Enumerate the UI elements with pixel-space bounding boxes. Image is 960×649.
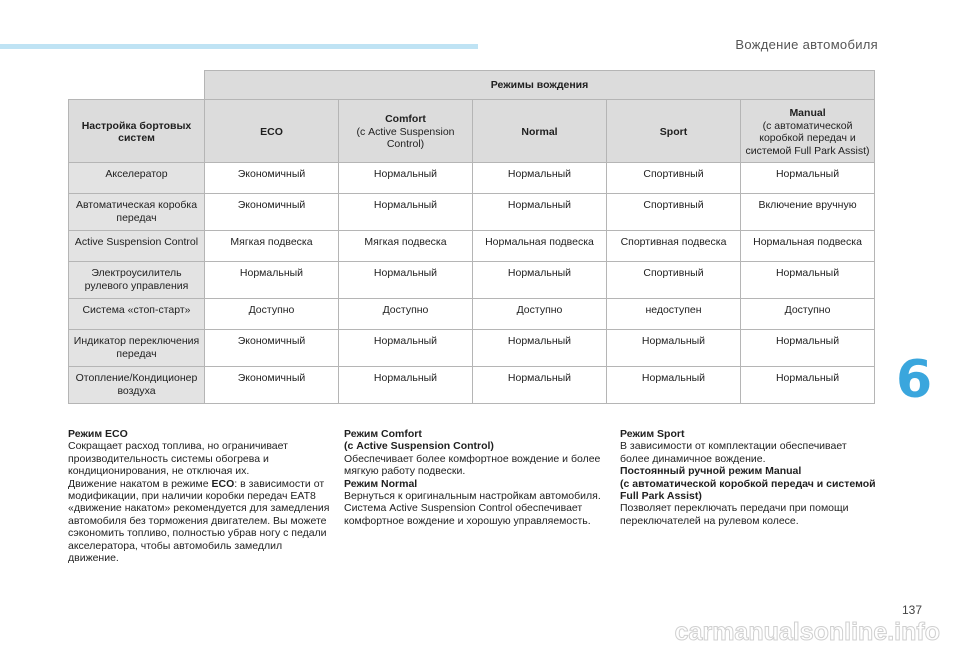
table-cell: Нормальный [339,262,473,299]
note-text: Обеспечивает более комфортное вождение и более мягкую работу подвески. [344,452,601,478]
note-heading: Режим ECO [68,428,128,440]
column-title: Comfort [385,113,426,126]
table-corner [69,71,205,100]
table-row [69,194,875,231]
column-header-eco [205,100,339,163]
table-cell: Экономичный [205,367,339,404]
table-cell: Нормальный [339,163,473,194]
row-label: Индикатор переключения передач [69,330,205,367]
note-text-end: : в зависимости от модификации, при наличии коробки передач EAT8 «движение накатом» рекомендуется для замедления автомобиля без торможения двигателем. Вы можете сэкономить топливо, полностью убрав ногу с педали акселератора, чтобы автомобиль замедлил движение. [68,477,330,565]
column-header-normal [473,100,607,163]
table-cell: недоступен [607,299,741,330]
section-title: Вождение автомобиля [735,37,878,52]
table-cell: Мягкая подвеска [339,231,473,262]
table-cell: Доступно [741,299,875,330]
column-header-sport [607,100,741,163]
table-cell: Нормальный [339,330,473,367]
table-cell: Нормальный [741,367,875,404]
note-heading: (с автоматической коробкой передач и системой Full Park Assist) [620,477,876,503]
row-label: Отопление/Кондиционер воздуха [69,367,205,404]
note-text: Позволяет переключать передачи при помощи переключателей на рулевом колесе. [620,502,849,527]
group-header: Режимы вождения [205,71,875,100]
table-cell: Нормальный [339,367,473,404]
table-cell: Нормальный [473,330,607,367]
row-label: Автоматическая коробка передач [69,194,205,231]
note-eco [68,428,330,564]
column-title: Normal [521,125,558,138]
table-row [69,231,875,262]
note-text-bold: ECO [211,477,235,490]
table-cell: Нормальный [473,163,607,194]
table-cell: Нормальный [607,367,741,404]
table-row [69,163,875,194]
table-cell: Нормальный [741,330,875,367]
column-subtitle: (с автоматической коробкой передач и системой Full Park Assist) [745,119,870,157]
note-text [68,478,330,565]
page-number: 137 [901,603,922,617]
row-header [69,100,205,163]
table-cell: Нормальный [473,194,607,231]
table-cell: Спортивный [607,194,741,231]
table-cell: Нормальный [205,262,339,299]
table-cell: Спортивная подвеска [607,231,741,262]
table-cell: Нормальная подвеска [473,231,607,262]
table-cell: Экономичный [205,163,339,194]
row-header-label: Настройка бортовых систем [81,119,192,144]
row-label: Active Suspension Control [69,231,205,262]
table-header-row [69,100,875,163]
table-cell: Нормальный [339,194,473,231]
note-text: Сокращает расход топлива, но ограничивает производительность системы обогрева и кондиционирования, не отключая их. [68,440,288,478]
row-label: Электроусилитель рулевого управления [69,262,205,299]
table-cell: Спортивный [607,163,741,194]
table-cell: Доступно [473,299,607,330]
table-row [69,367,875,404]
table-cell: Нормальный [473,262,607,299]
column-title: ECO [260,125,283,138]
row-label: Система «стоп-старт» [69,299,205,330]
table-cell: Нормальный [741,163,875,194]
note-sport-manual [620,428,876,527]
table-cell: Нормальная подвеска [741,231,875,262]
note-text-start: Движение накатом в режиме [68,477,212,490]
note-heading: Режим Normal [344,477,418,490]
column-header-comfort [339,100,473,163]
table-cell: Мягкая подвеска [205,231,339,262]
table-cell: Экономичный [205,330,339,367]
table-cell: Спортивный [607,262,741,299]
table-group-row [69,71,875,100]
chapter-number: 6 [896,350,933,410]
driving-modes-table [68,70,875,404]
note-heading: Режим Sport [620,428,685,440]
top-accent-bar [0,44,478,49]
column-header-manual [741,100,875,163]
table-cell: Доступно [339,299,473,330]
note-comfort-normal [344,428,606,527]
table-row [69,262,875,299]
table-cell: Нормальный [741,262,875,299]
table-cell: Нормальный [473,367,607,404]
note-heading: Режим Comfort [344,428,422,440]
watermark-text: carmanualsonline.info [674,618,940,646]
table-cell: Включение вручную [741,194,875,231]
note-text: Вернуться к оригинальным настройкам автомобиля. Система Active Suspension Control обеспечивает комфортное вождение и хорошую управляемость. [344,490,601,527]
column-title: Sport [659,125,688,138]
row-label: Акселератор [69,163,205,194]
table-row [69,299,875,330]
table-cell: Доступно [205,299,339,330]
column-subtitle: (с Active Suspension Control) [356,125,455,151]
note-heading: (с Active Suspension Control) [344,440,494,453]
table-cell: Нормальный [607,330,741,367]
column-title: Manual [789,107,826,119]
note-text: В зависимости от комплектации обеспечивает более динамичное вождение. [620,440,847,465]
note-heading: Постоянный ручной режим Manual [620,465,802,478]
table-cell: Экономичный [205,194,339,231]
table-row [69,330,875,367]
